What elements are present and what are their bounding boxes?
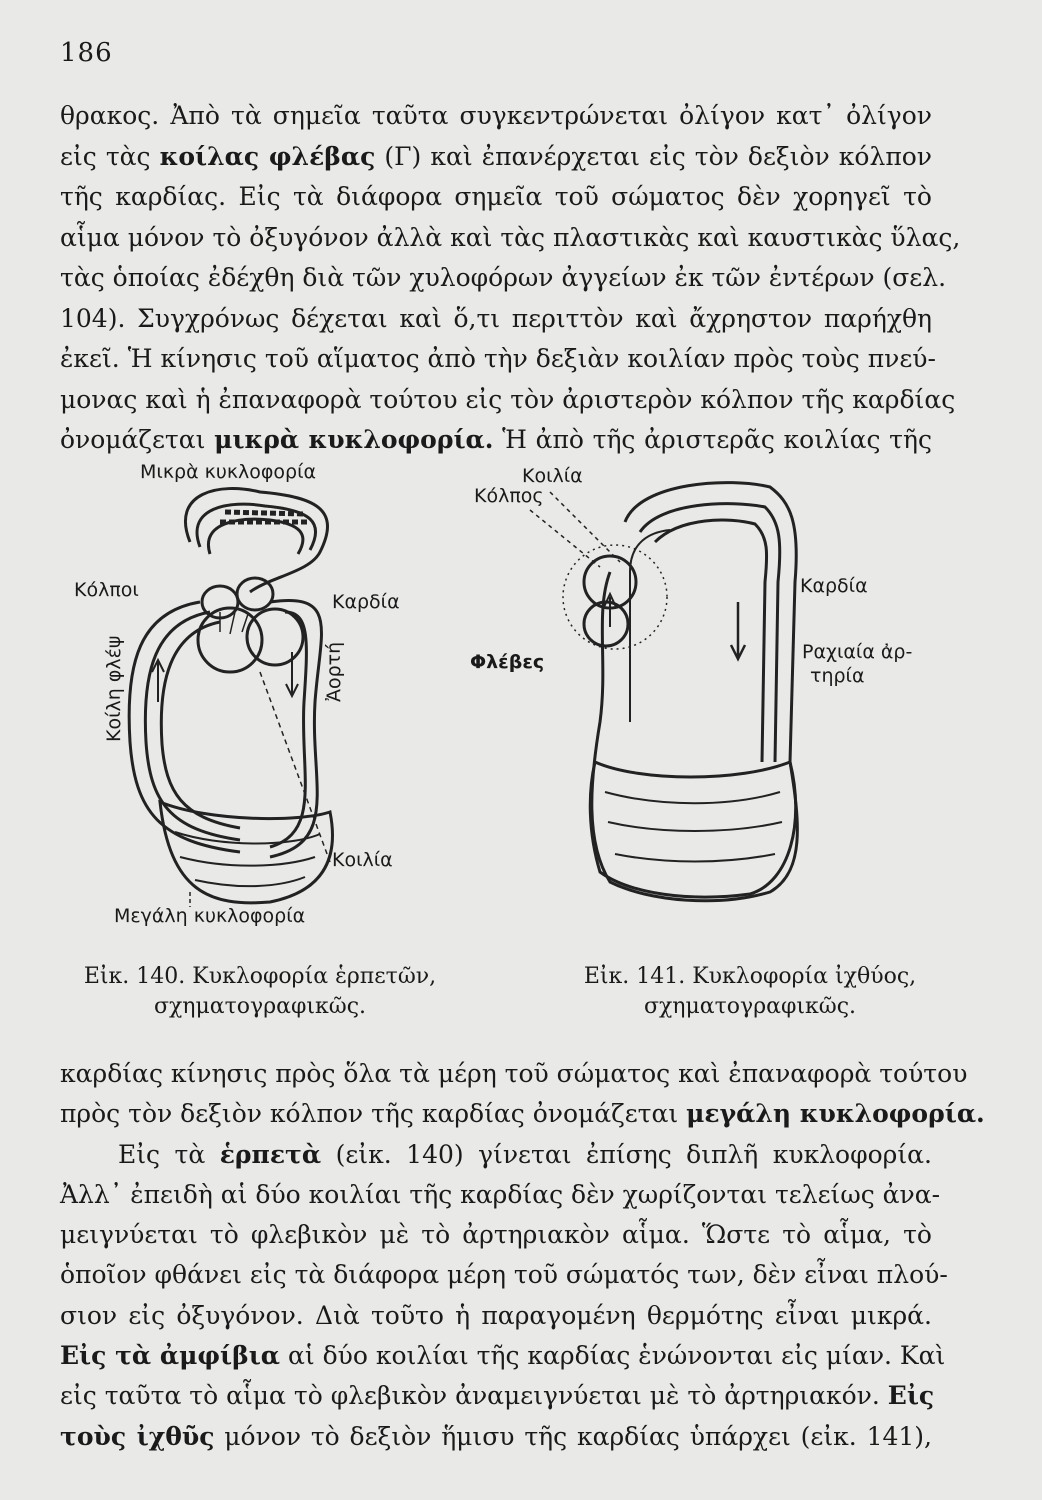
label-koili-fleps: Κοίλη φλέψ xyxy=(103,635,125,742)
bold-term: κοίλας φλέβας xyxy=(159,141,376,171)
text-line xyxy=(60,1376,935,1416)
text-segment: τῆς καρδίας. Εἰς τὰ διάφορα σημεῖα τοῦ σώματος δὲν χορηγεῖ τὸ xyxy=(60,182,932,211)
text-segment: τὰς ὁποίας ἐδέχθη διὰ τῶν χυλοφόρων ἀγγείων ἐκ τῶν ἐντέρων (σελ. xyxy=(60,263,947,292)
text-segment: θρακος. Ἀπὸ τὰ σημεῖα ταῦτα συγκεντρώνεται ὀλίγον κατ᾽ ὀλίγον xyxy=(60,101,932,130)
text-segment: ὁποῖον φθάνει εἰς τὰ διάφορα μέρη τοῦ σώματός των, δὲν εἶναι πλού- xyxy=(60,1260,948,1290)
text-line xyxy=(60,177,932,218)
text-line xyxy=(60,1255,948,1295)
bold-term: τοὺς ἰχθῦς xyxy=(60,1421,215,1451)
text-segment: (εἰκ. 140) γίνεται ἐπίσης διπλῆ κυκλοφορία. xyxy=(321,1139,932,1169)
caption-140-line1: Εἰκ. 140. Κυκλοφορία ἑρπετῶν, xyxy=(83,964,437,989)
text-segment: ἐκεῖ. Ἡ κίνησις τοῦ αἵματος ἀπὸ τὴν δεξιὰν κοιλίαν πρὸς τοὺς πνεύ- xyxy=(60,344,936,373)
label-rachiaia-arteria-1: Ραχιαία ἀρ- xyxy=(802,641,913,663)
figure-140-reptile-circulation xyxy=(70,462,450,932)
text-segment: (Γ) καὶ ἐπανέρχεται εἰς τὸν δεξιὸν κόλπον xyxy=(375,141,932,171)
text-segment: πρὸς τὸν δεξιὸν κόλπον τῆς καρδίας ὀνομάζεται xyxy=(60,1099,687,1129)
figure-140-caption xyxy=(60,962,460,1022)
text-segment: εἰς τὰς xyxy=(60,141,160,171)
text-line xyxy=(60,1175,941,1215)
text-line xyxy=(60,258,947,299)
bottom-paragraph xyxy=(60,1054,985,1457)
top-paragraph xyxy=(60,96,961,461)
bold-term: ἑρπετὰ xyxy=(219,1139,322,1169)
text-segment: ὀνομάζεται xyxy=(60,425,215,454)
text-segment: 104). Συγχρόνως δέχεται καὶ ὅ,τι περιττὸν καὶ ἄχρηστον παρήχθη xyxy=(60,303,932,333)
bold-term: Εἰς τὰ ἀμφίβια xyxy=(60,1341,281,1371)
text-line xyxy=(60,96,932,137)
text-segment: αἷμα μόνον τὸ ὀξυγόνον ἀλλὰ καὶ τὰς πλαστικὰς καὶ καυστικὰς ὕλας, xyxy=(60,222,961,252)
text-line xyxy=(60,1054,968,1094)
label-rachiaia-arteria-2: τηρία xyxy=(810,665,865,687)
caption-140-line2: σχηματογραφικῶς. xyxy=(153,994,367,1019)
text-segment: μειγνύεται τὸ φλεβικὸν μὲ τὸ ἀρτηριακὸν αἷμα. Ὥστε τὸ αἷμα, τὸ xyxy=(60,1220,932,1250)
label-koilia-141: Κοιλία xyxy=(522,465,583,487)
figure-141-fish-circulation xyxy=(470,462,940,932)
caption-141-line1: Εἰκ. 141. Κυκλοφορία ἰχθύος, xyxy=(583,964,917,989)
bold-term: μικρὰ κυκλοφορία. xyxy=(214,425,494,454)
text-line xyxy=(60,1296,932,1336)
label-mikra-kyklofoira: Μικρὰ κυκλοφορία xyxy=(140,462,317,483)
label-kolpos: Κόλπος xyxy=(474,485,544,507)
text-line xyxy=(60,137,932,178)
text-line xyxy=(60,339,936,380)
label-megali-kyklofoira: Μεγάλη κυκλοφορία xyxy=(114,905,306,927)
text-segment: μονας καὶ ἡ ἐπαναφορὰ τούτου εἰς τὸν ἀριστερὸν κόλπον τῆς καρδίας xyxy=(60,384,956,414)
page-number: 186 xyxy=(60,38,113,68)
text-segment: Ἡ ἀπὸ τῆς ἀριστερᾶς κοιλίας τῆς xyxy=(493,425,932,454)
text-line xyxy=(60,1094,985,1134)
label-kolpoi: Κόλποι xyxy=(74,579,139,601)
text-line xyxy=(60,420,932,461)
text-segment: μόνον τὸ δεξιὸν ἥμισυ τῆς καρδίας ὑπάρχει (εἰκ. 141), xyxy=(214,1421,932,1451)
label-koilia-140: Κοιλία xyxy=(332,849,393,871)
text-line xyxy=(60,299,932,340)
caption-141-line2: σχηματογραφικῶς. xyxy=(643,994,857,1019)
text-segment: σιον εἰς ὀξυγόνον. Διὰ τοῦτο ἡ παραγομένη θερμότης εἶναι μικρά. xyxy=(60,1300,932,1330)
text-line xyxy=(60,1215,932,1255)
bold-term: Εἰς xyxy=(887,1381,935,1411)
text-line xyxy=(60,1336,946,1376)
text-segment: καρδίας κίνησις πρὸς ὅλα τὰ μέρη τοῦ σώματος καὶ ἐπαναφορὰ τούτου xyxy=(60,1059,968,1088)
label-kardia-141: Καρδία xyxy=(800,575,868,597)
label-kardia-140: Καρδία xyxy=(332,591,400,613)
text-line xyxy=(60,1135,932,1175)
bold-term: μεγάλη κυκλοφορία. xyxy=(686,1099,985,1129)
label-aorti: Ἀορτή xyxy=(323,641,345,702)
text-line xyxy=(60,218,961,259)
text-line xyxy=(60,380,956,421)
figure-141-caption xyxy=(560,962,940,1022)
label-flebes: Φλέβες xyxy=(470,651,545,673)
text-segment: αἱ δύο κοιλίαι τῆς καρδίας ἑνώνονται εἰς μίαν. Καὶ xyxy=(280,1341,946,1371)
text-segment: εἰς ταῦτα τὸ αἷμα τὸ φλεβικὸν ἀναμειγνύεται μὲ τὸ ἀρτηριακόν. xyxy=(60,1381,888,1411)
text-segment: Εἰς τὰ xyxy=(118,1139,220,1169)
text-line xyxy=(60,1417,932,1457)
text-segment: Ἀλλ᾽ ἐπειδὴ αἱ δύο κοιλίαι τῆς καρδίας δὲν χωρίζονται τελείως ἀνα- xyxy=(60,1179,941,1209)
